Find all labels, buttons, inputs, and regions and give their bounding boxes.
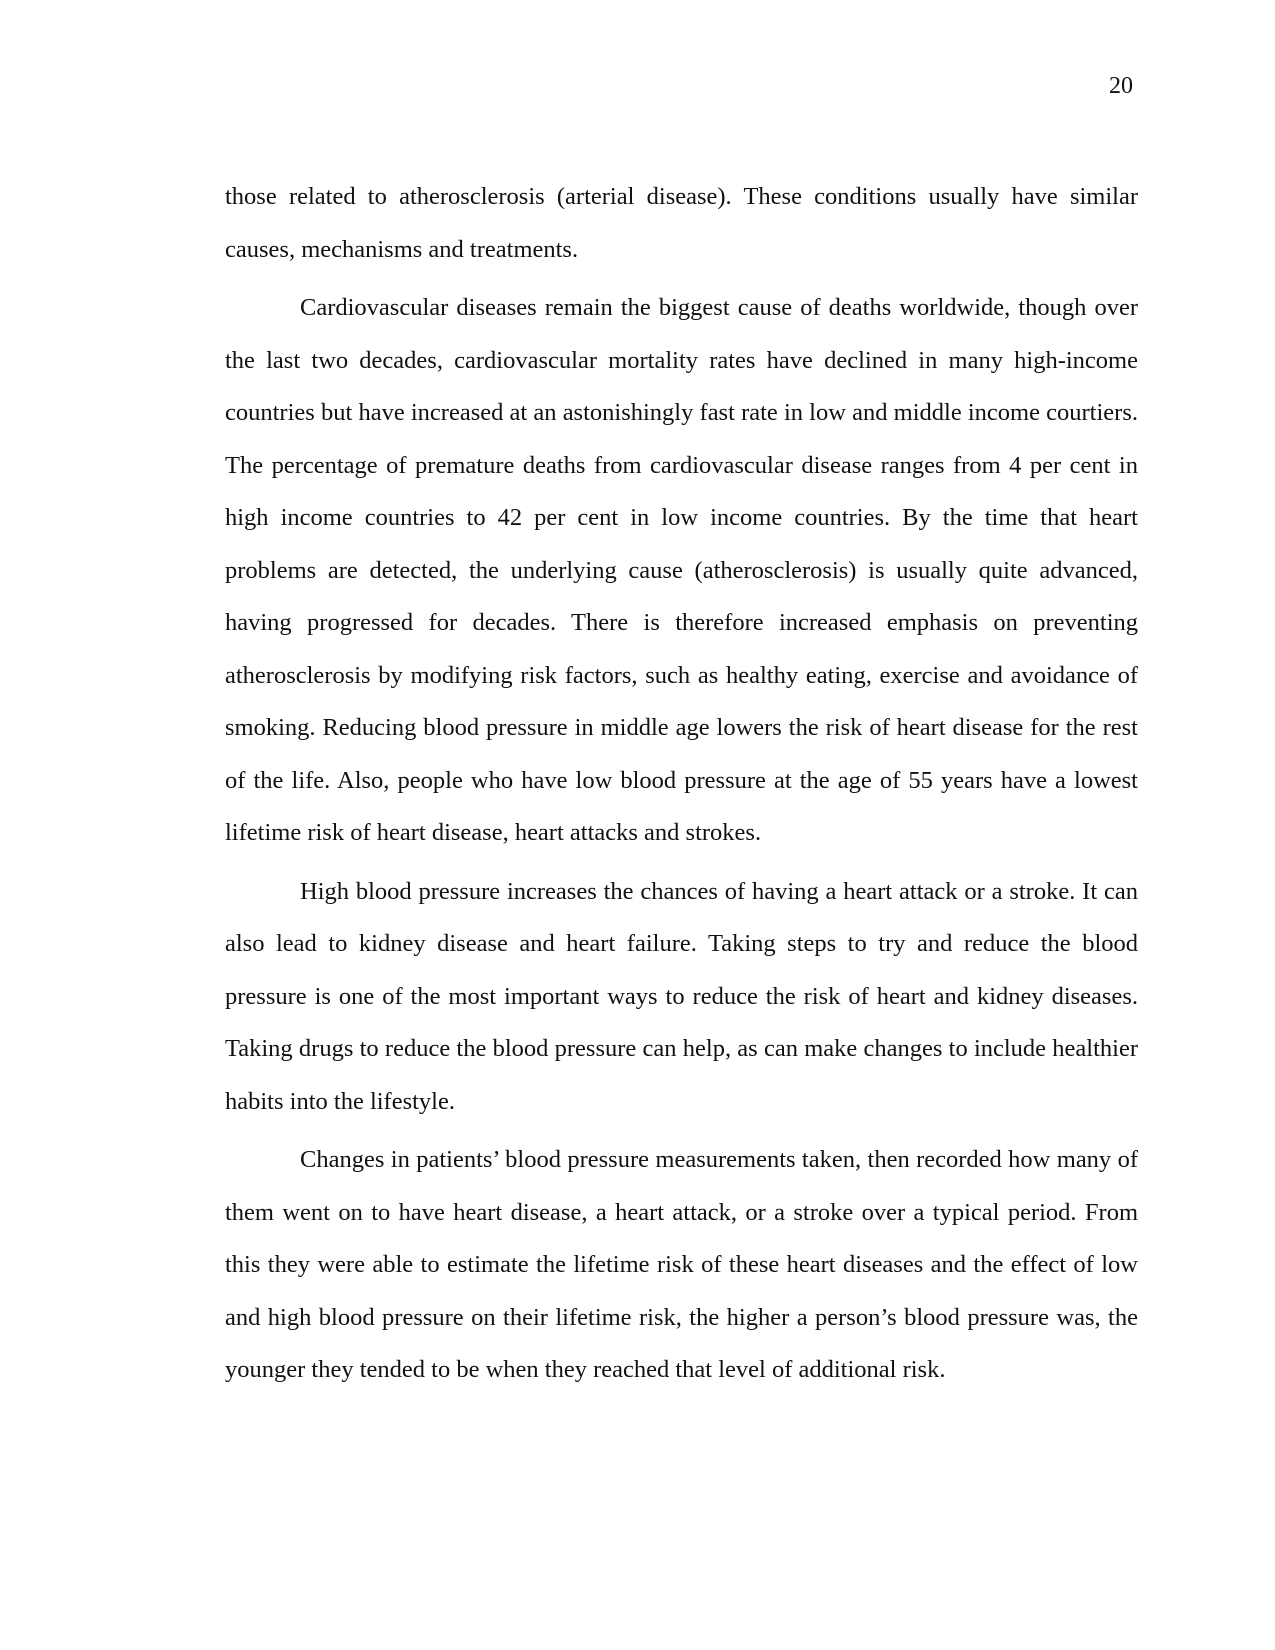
paragraph-cardiovascular-diseases: Cardiovascular diseases remain the biggest cause of deaths worldwide, though over the last two decades, cardiovascular mortality rates have declined in many high-income countries but have increased at an astonishingly fast rate in low and middle income courtiers. The percentage of premature deaths from cardiovascular disease ranges from 4 per cent in high income countries to 42 per cent in low income countries. By the time that heart problems are detected, the underlying cause (atherosclerosis) is usually quite advanced, having progressed for decades. There is therefore increased emphasis on preventing atherosclerosis by modifying risk factors, such as healthy eating, exercise and avoidance of smoking. Reducing blood pressure in middle age lowers the risk of heart disease for the rest of the life. Also, people who have low blood pressure at the age of 55 years have a lowest lifetime risk of heart disease, heart attacks and strokes. xyxy=(225,294,1138,846)
page-number: 20 xyxy=(1109,73,1133,99)
paragraph-continued: those related to atherosclerosis (arterial disease). These conditions usually have similar causes, mechanisms and treatments. xyxy=(225,183,1138,263)
body-text xyxy=(225,171,1138,1403)
paragraph-high-blood-pressure: High blood pressure increases the chances of having a heart attack or a stroke. It can also lead to kidney disease and heart failure. Taking steps to try and reduce the blood pressure is one of the most important ways to reduce the risk of heart and kidney diseases. Taking drugs to reduce the blood pressure can help, as can make changes to include healthier habits into the lifestyle. xyxy=(225,877,1138,1115)
paragraph-blood-pressure-changes: Changes in patients’ blood pressure measurements taken, then recorded how many of them went on to have heart disease, a heart attack, or a stroke over a typical period. From this they were able to estimate the lifetime risk of these heart diseases and the effect of low and high blood pressure on their lifetime risk, the higher a person’s blood pressure was, the younger they tended to be when they reached that level of additional risk. xyxy=(225,1146,1138,1383)
